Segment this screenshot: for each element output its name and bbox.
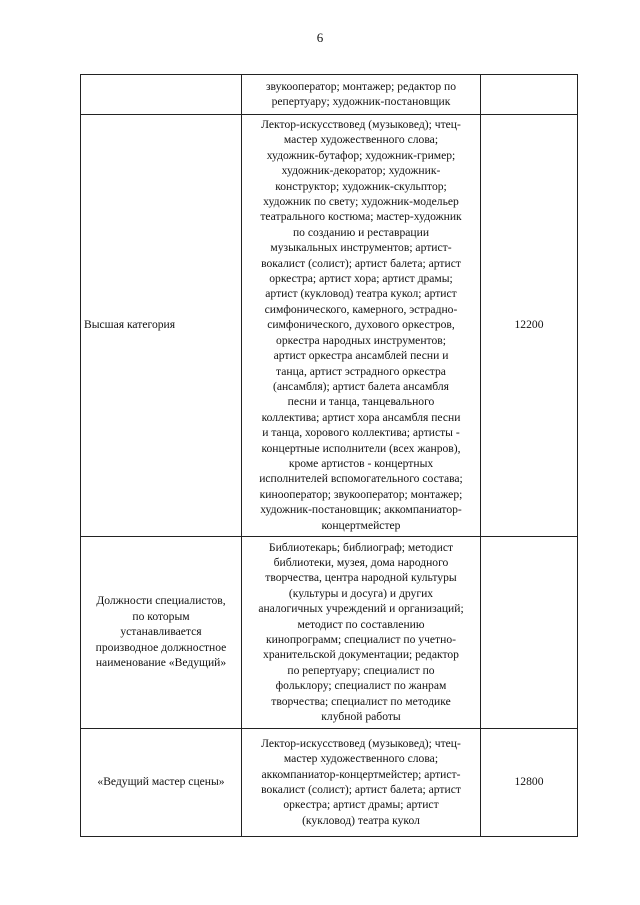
posts-line: аккомпаниатор-концертмейстер; артист- [261,767,461,781]
posts-cell [242,536,481,728]
posts-line: оркестра; артист хора; артист драмы; [269,272,453,286]
category-cell: «Ведущий мастер сцены» [81,728,242,836]
posts-line: художник по свету; художник-модельер [263,195,459,209]
posts-line: аналогичных учреждений и организаций; [258,602,464,616]
posts-line: конструктор; художник-скульптор; [275,179,447,193]
posts-line: художник-бутафор; художник-гример; [266,148,456,162]
posts-line: фольклору; специалист по жанрам [275,679,447,693]
category-line: производное должностное [95,640,227,654]
posts-line: библиотеки, музея, дома народного [273,555,449,569]
posts-line: хранительской документации; редактор [263,648,459,662]
posts-line: Лектор-искусствовед (музыковед); чтец- [261,118,461,131]
table-row [81,728,578,836]
posts-line: (кукловод) театра кукол [302,813,420,827]
posts-cell [242,728,481,836]
amount-cell [481,536,578,728]
posts-line: и танца, хорового коллектива; артисты - [262,426,460,440]
posts-line: по созданию и реставрации [292,225,430,239]
posts-line: (культуры и досуга) и других [288,586,434,600]
category-line: Должности специалистов, [96,594,226,608]
posts-line: музыкальных инструментов; артист- [270,241,452,255]
posts-line: кроме артистов - концертных [288,456,434,470]
posts-line: артист (кукловод) театра кукол; артист [265,287,457,301]
posts-line: Лектор-искусствовед (музыковед); чтец- [261,736,461,750]
posts-line: вокалист (солист); артист балета; артист [261,782,461,796]
table-row [81,75,578,115]
amount-cell: 12800 [481,728,578,836]
posts-line: мастер художественного слова; [283,133,439,147]
posts-line: клубной работы [321,710,401,723]
posts-line: звукооператор; монтажер; редактор по [265,79,457,93]
category-cell [81,75,242,115]
posts-line: по репертуару; специалист по [287,663,435,677]
posts-line: коллектива; артист хора ансамбля песни [261,410,461,424]
posts-line: артист оркестра ансамблей песни и [273,349,449,363]
posts-line: мастер художественного слова; [283,752,439,766]
table-row [81,536,578,728]
posts-line: кинооператор; звукооператор; монтажер; [259,487,463,501]
posts-line: танца, артист эстрадного оркестра [276,364,446,378]
posts-line: оркестра; артист драмы; артист [283,798,439,812]
posts-line: творчества; специалист по методике [271,694,451,708]
posts-line: театрального костюма; мастер-художник [260,210,462,224]
posts-cell [242,115,481,537]
amount-cell: 12200 [481,115,578,537]
category-line: наименование «Ведущий» [95,656,227,670]
posts-line: репертуару; художник-постановщик [271,95,451,108]
table-row [81,115,578,537]
posts-line: концертмейстер [321,518,401,532]
posts-cell [242,75,481,115]
posts-line: художник-постановщик; аккомпаниатор- [260,503,462,517]
posts-line: симфонического, духового оркестров, [267,318,455,332]
posts-line: Библиотекарь; библиограф; методист [268,540,454,554]
category-line: по которым [132,609,190,623]
posts-line: творчества, центра народной культуры [265,571,457,585]
posts-line: песни и танца, танцевального [287,395,435,409]
category-line: устанавливается [120,625,202,639]
posts-line: концертные исполнители (всех жанров), [261,441,461,455]
category-cell: Высшая категория [81,115,242,537]
salary-table [80,74,578,837]
posts-line: методист по составлению [297,617,425,631]
posts-line: оркестра народных инструментов; [276,333,446,347]
category-cell [81,536,242,728]
posts-line: вокалист (солист); артист балета; артист [261,256,461,270]
posts-line: кинопрограмм; специалист по учетно- [266,632,456,646]
posts-line: художник-декоратор; художник- [281,164,441,178]
posts-line: симфонического, камерного, эстрадно- [264,302,458,316]
amount-cell [481,75,578,115]
posts-line: (ансамбля); артист балета ансамбля [272,379,450,393]
posts-line: исполнителей вспомогательного состава; [259,472,463,486]
page-number: 6 [316,30,324,45]
